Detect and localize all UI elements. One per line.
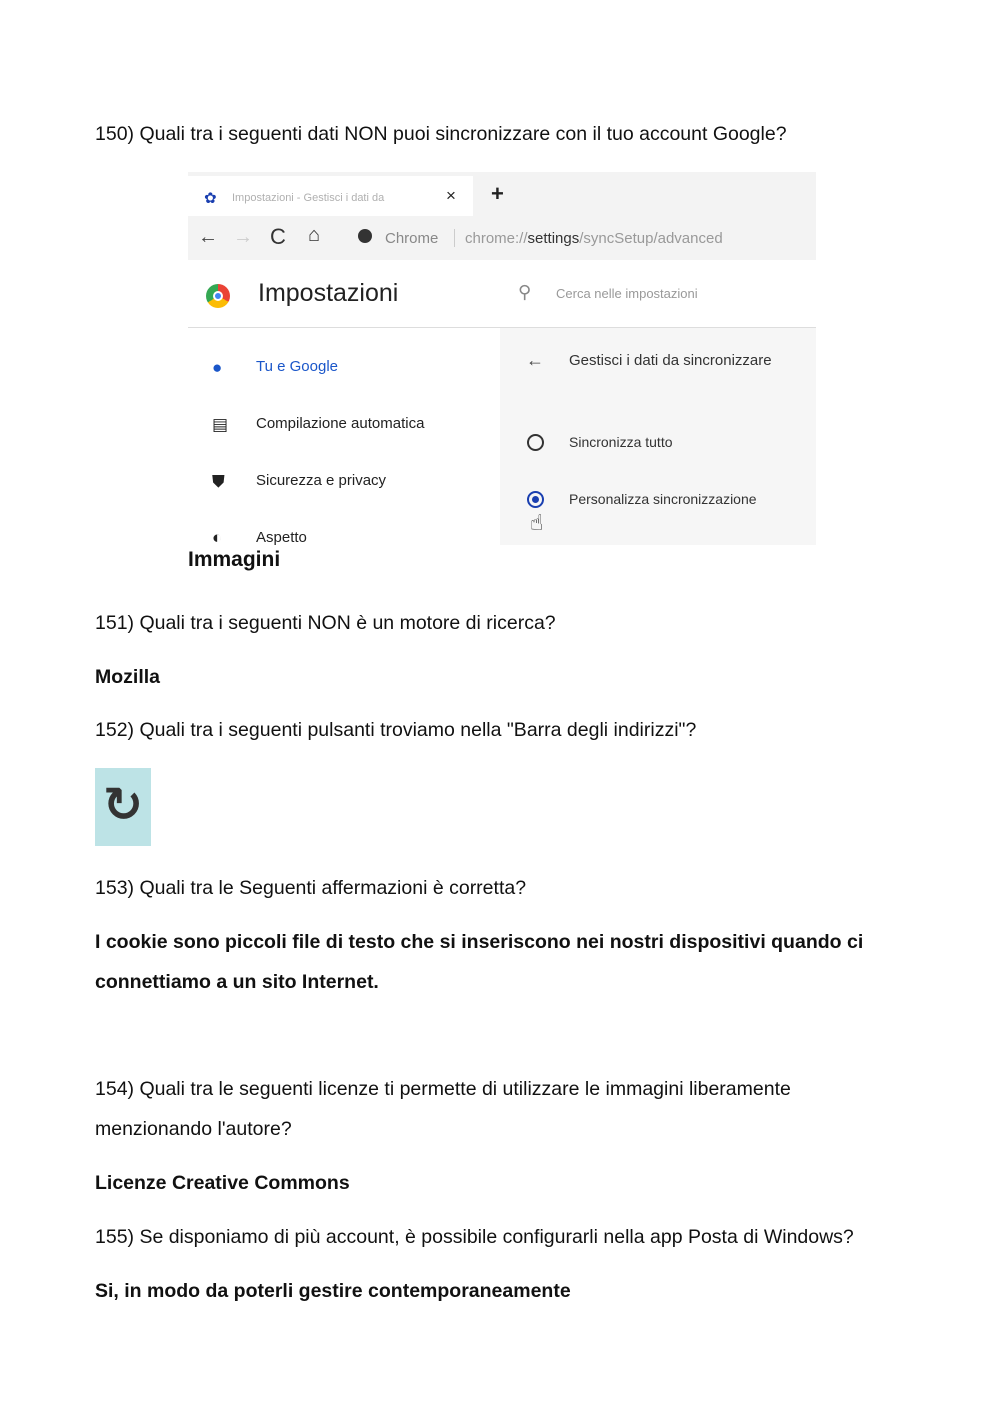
browser-tab[interactable]	[188, 176, 473, 216]
customize-sync-radio[interactable]	[527, 491, 544, 508]
question-150: 150) Quali tra i seguenti dati NON puoi sincronizzare con il tuo account Google?	[95, 123, 787, 145]
new-tab-button[interactable]: +	[491, 181, 504, 206]
back-arrow-icon[interactable]: ←	[526, 350, 544, 370]
question-154: 154) Quali tra le seguenti licenze ti permette di utilizzare le immagini liberamente menzionando l'autore?	[95, 1078, 791, 1140]
url-text[interactable]	[465, 230, 723, 247]
chrome-logo-icon	[206, 284, 230, 308]
question-153: 153) Quali tra le Seguenti affermazioni è corretta?	[95, 877, 527, 899]
divider	[454, 229, 455, 247]
customize-sync-label: Personalizza sincronizzazione	[569, 491, 757, 507]
sidebar-item-autofill[interactable]: Compilazione automatica	[256, 415, 425, 432]
question-152: 152) Quali tra i seguenti pulsanti troviamo nella "Barra degli indirizzi"?	[95, 719, 697, 741]
close-icon[interactable]: ×	[446, 186, 456, 205]
url-bold: settings	[527, 230, 580, 247]
person-icon: ●	[212, 358, 223, 377]
reload-button-image	[95, 768, 151, 846]
search-icon[interactable]: ⚲	[518, 282, 532, 302]
home-button[interactable]: ⌂	[308, 224, 321, 246]
chrome-icon	[358, 229, 372, 243]
back-button[interactable]: ←	[198, 226, 218, 248]
url-suffix: /syncSetup/advanced	[579, 230, 723, 247]
tab-title: Impostazioni - Gestisci i dati da	[232, 192, 385, 204]
tab-bar	[188, 172, 816, 216]
manage-sync-title: Gestisci i dati da sincronizzare	[569, 352, 772, 369]
shield-icon: ⛊	[212, 472, 225, 491]
sidebar-item-you-and-google[interactable]: Tu e Google	[256, 358, 338, 375]
sidebar-item-appearance[interactable]: Aspetto	[256, 529, 307, 545]
answer-154: Licenze Creative Commons	[95, 1172, 350, 1194]
search-input[interactable]: Cerca nelle impostazioni	[556, 286, 698, 301]
chrome-label: Chrome	[385, 230, 439, 247]
chrome-settings-screenshot	[188, 172, 816, 545]
question-151: 151) Quali tra i seguenti NON è un motore di ricerca?	[95, 612, 556, 634]
url-prefix: chrome://	[465, 230, 528, 247]
answer-155: Si, in modo da poterli gestire contemporaneamente	[95, 1280, 571, 1302]
settings-title: Impostazioni	[258, 279, 399, 307]
sync-all-label: Sincronizza tutto	[569, 434, 673, 450]
sidebar-item-security[interactable]: Sicurezza e privacy	[256, 472, 387, 489]
question-155: 155) Se disponiamo di più account, è possibile configurarli nella app Posta di Windows?	[95, 1226, 854, 1248]
answer-150: Immagini	[188, 548, 281, 571]
forward-button[interactable]: →	[233, 226, 253, 248]
address-bar	[188, 216, 816, 260]
reload-icon: ↻	[102, 779, 144, 832]
answer-151: Mozilla	[95, 666, 161, 688]
clipboard-icon: ▤	[212, 415, 229, 434]
reload-button[interactable]: C	[270, 224, 286, 249]
answer-153: I cookie sono piccoli file di testo che si inseriscono nei nostri dispositivi quando ci connettiamo a un sito Internet.	[95, 931, 864, 993]
hand-cursor-icon: ☝	[530, 510, 544, 535]
gear-icon: ✿	[204, 190, 217, 207]
sync-all-radio[interactable]	[527, 434, 544, 451]
palette-icon: ◐	[212, 528, 223, 545]
